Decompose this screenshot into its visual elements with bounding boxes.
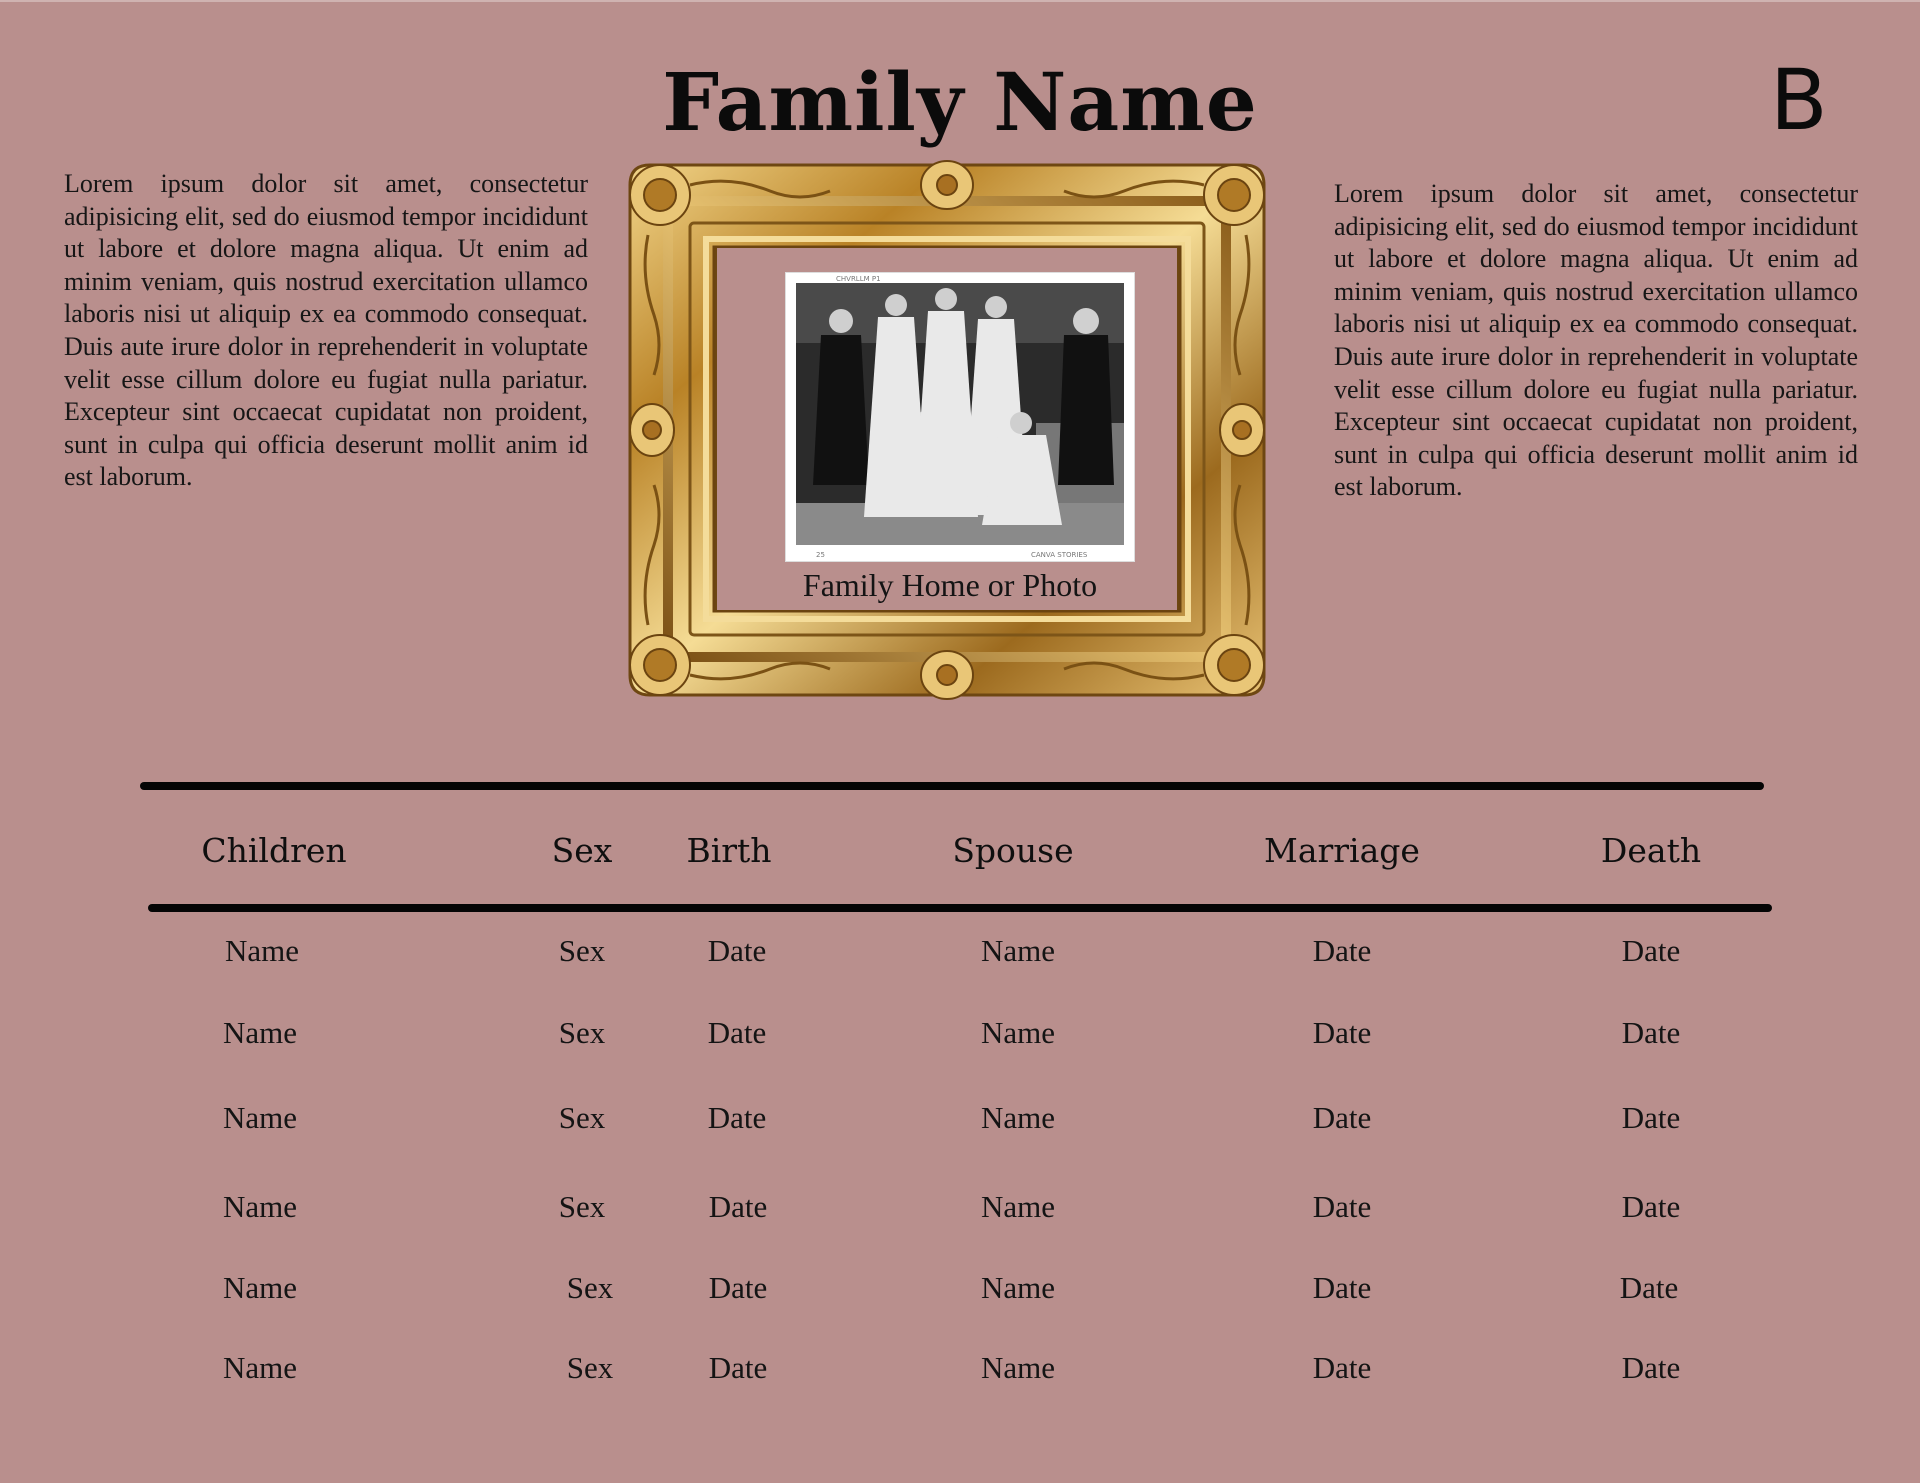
row-5-child-name: Name (222, 1270, 298, 1305)
row-2-marriage: Date (1312, 1015, 1372, 1050)
row-5-sex: Sex (566, 1270, 614, 1305)
family-photo-image (786, 273, 1134, 561)
row-6-spouse: Name (980, 1350, 1056, 1385)
row-1-marriage: Date (1312, 933, 1372, 968)
page-title: Family Name (662, 55, 1258, 149)
row-4-marriage: Date (1312, 1189, 1372, 1224)
row-3-death: Date (1621, 1100, 1681, 1135)
row-1-death: Date (1621, 933, 1681, 968)
row-1-spouse: Name (980, 933, 1056, 968)
row-3-marriage: Date (1312, 1100, 1372, 1135)
row-1-sex: Sex (558, 933, 606, 968)
row-5-death: Date (1619, 1270, 1679, 1305)
header-sex: Sex (551, 831, 613, 870)
row-6-birth: Date (708, 1350, 768, 1385)
row-4-birth: Date (708, 1189, 768, 1224)
row-6-sex: Sex (566, 1350, 614, 1385)
row-5-marriage: Date (1312, 1270, 1372, 1305)
row-4-sex: Sex (558, 1189, 606, 1224)
row-2-spouse: Name (980, 1015, 1056, 1050)
row-2-child-name: Name (222, 1015, 298, 1050)
ornate-gold-frame (620, 155, 1274, 705)
row-6-marriage: Date (1312, 1350, 1372, 1385)
family-photo (786, 273, 1134, 561)
row-3-child-name: Name (222, 1100, 298, 1135)
photo-bottom-right: CANVA STORIES (1031, 551, 1088, 559)
row-6-death: Date (1621, 1350, 1681, 1385)
row-5-birth: Date (708, 1270, 768, 1305)
row-2-birth: Date (707, 1015, 767, 1050)
left-description: Lorem ipsum dolor sit amet, consectetur adipisicing elit, sed do eiusmod tempor incididunt ut labore et dolore magna aliqua. Ut enim ad minim veniam, quis nostrud exercitation ullamco laboris nisi ut aliquip ex ea commodo consequat. Duis aute irure dolor in reprehenderit in voluptate velit esse cillum dolore eu fugiat nulla pariatur. Excepteur sint occaecat cupidatat non proident, sunt in culpa qui officia deserunt mollit anim id est laborum. (64, 169, 588, 492)
top-edge-line (0, 0, 1920, 2)
row-1-birth: Date (707, 933, 767, 968)
row-3-birth: Date (707, 1100, 767, 1135)
row-2-death: Date (1621, 1015, 1681, 1050)
index-letter: B (1770, 51, 1828, 149)
row-4-child-name: Name (222, 1189, 298, 1224)
table-header-rule (148, 904, 1772, 912)
photo-caption: Family Home or Photo (802, 567, 1098, 603)
photo-bottom-left: 25 (816, 551, 825, 559)
right-description: Lorem ipsum dolor sit amet, consectetur adipisicing elit, sed do eiusmod tempor incididunt ut labore et dolore magna aliqua. Ut enim ad minim veniam, quis nostrud exercitation ullamco laboris nisi ut aliquip ex ea commodo consequat. Duis aute irure dolor in reprehenderit in voluptate velit esse cillum dolore eu fugiat nulla pariatur. Excepteur sint occaecat cupidatat non proident, sunt in culpa qui officia deserunt mollit anim id est laborum. (1334, 179, 1858, 502)
row-4-spouse: Name (980, 1189, 1056, 1224)
row-1-child-name: Name (224, 933, 300, 968)
row-5-spouse: Name (980, 1270, 1056, 1305)
header-spouse: Spouse (952, 831, 1074, 870)
row-2-sex: Sex (558, 1015, 606, 1050)
row-4-death: Date (1621, 1189, 1681, 1224)
header-marriage: Marriage (1264, 831, 1420, 870)
header-birth: Birth (686, 831, 772, 870)
header-children: Children (201, 831, 347, 870)
row-3-spouse: Name (980, 1100, 1056, 1135)
photo-top-caption: CHVRLLM P1 (836, 275, 881, 283)
header-death: Death (1600, 831, 1702, 870)
row-6-child-name: Name (222, 1350, 298, 1385)
table-top-rule (140, 782, 1764, 790)
row-3-sex: Sex (558, 1100, 606, 1135)
